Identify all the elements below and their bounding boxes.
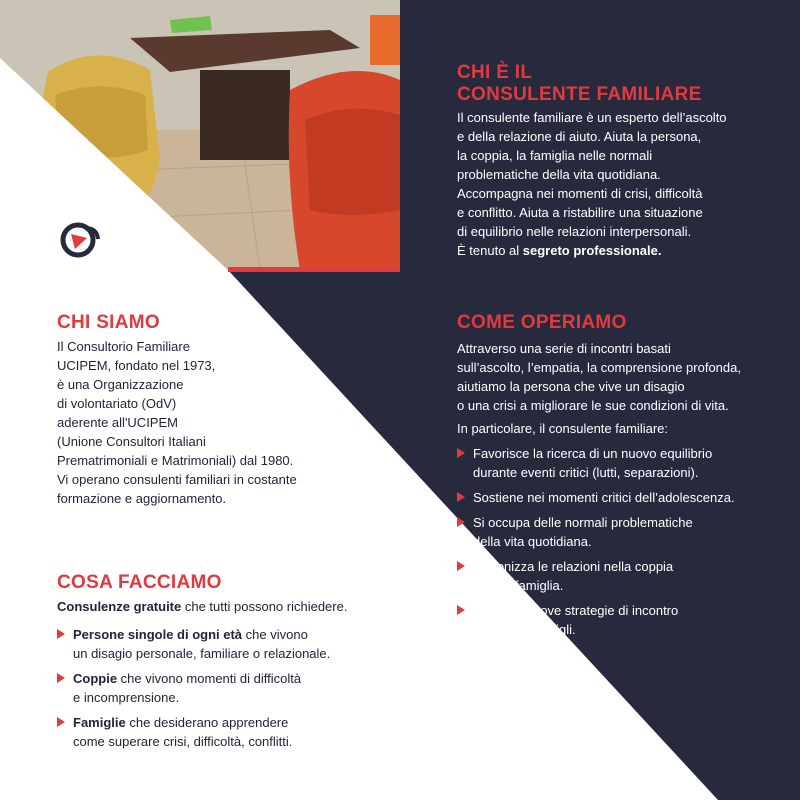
bullet-arrow-icon [457, 605, 465, 615]
list-item-rest: che vivono momenti di difficoltà [117, 671, 302, 686]
chi-siamo-line: (Unione Consultori Italiani [57, 434, 206, 449]
come-operiamo-heading: COME OPERIAMO [457, 312, 627, 333]
bullet-arrow-icon [457, 561, 465, 571]
come-operiamo-line: aiutiamo la persona che vive un disagio [457, 379, 685, 394]
list-item [457, 557, 787, 595]
chi-siamo-line: aderente all'UCIPEM [57, 415, 178, 430]
list-item-bold: Persone singole di ogni età [73, 627, 243, 642]
come-operiamo-lead: In particolare, il consulente familiare: [457, 421, 668, 436]
segreto-professionale-text: segreto professionale. [522, 243, 662, 258]
come-operiamo-line: Attraverso una serie di incontri basati [457, 341, 671, 356]
list-item [57, 713, 387, 751]
section-come-operiamo [457, 312, 787, 645]
list-item [57, 669, 387, 707]
list-item [457, 488, 787, 507]
chi-e-last-line [457, 241, 777, 260]
chi-siamo-line: formazione e aggiornamento. [57, 491, 227, 506]
list-item-line-1: Si occupa delle normali problematiche [473, 515, 693, 530]
chi-e-line: e conflitto. Aiuta a ristabilire una situazione [457, 205, 703, 220]
chi-e-last-prefix: È tenuto al [457, 243, 523, 258]
list-item-line-2: e incomprensione. [73, 690, 180, 705]
circle-arrow-logo-icon [58, 216, 102, 260]
chi-e-heading [457, 62, 777, 106]
list-item [457, 444, 787, 482]
list-item-line-1 [73, 669, 387, 688]
list-item-rest: che desiderano apprendere [125, 715, 289, 730]
come-operiamo-list [457, 444, 787, 639]
bullet-arrow-icon [457, 492, 465, 502]
list-item-bold: Famiglie [73, 715, 126, 730]
chi-siamo-line: è una Organizzazione [57, 377, 184, 392]
list-item-line-2: un disagio personale, familiare o relazionale. [73, 646, 331, 661]
section-chi-e-il-consulente [457, 62, 777, 260]
list-item [457, 513, 787, 551]
list-item-line-1: Favorisce la ricerca di un nuovo equilibrio [473, 446, 713, 461]
list-item-line-1 [73, 625, 387, 644]
cosa-facciamo-heading: COSA FACCIAMO [57, 572, 222, 593]
come-operiamo-intro [457, 339, 787, 415]
chi-siamo-line: Il Consultorio Familiare [57, 339, 190, 354]
bullet-arrow-icon [57, 717, 65, 727]
list-item-rest: che vivono [242, 627, 308, 642]
chi-e-line: di equilibrio nelle relazioni interpersonali. [457, 224, 692, 239]
chi-siamo-line: Vi operano consulenti familiari in costante [57, 472, 297, 487]
list-item [457, 601, 787, 639]
bullet-arrow-icon [57, 673, 65, 683]
chi-e-paragraph [457, 108, 777, 260]
chi-siamo-line: di volontariato (OdV) [57, 396, 177, 411]
list-item-line-2: e nella famiglia. [473, 578, 564, 593]
chi-siamo-heading: CHI SIAMO [57, 312, 160, 333]
section-chi-siamo [57, 312, 327, 508]
chi-e-title-line-1: CHI È IL [457, 62, 533, 83]
intro-rest-text: che tutti possono richiedere. [181, 599, 348, 614]
list-item-line-1: Sostiene nei momenti critici dell’adolescenza. [473, 490, 735, 505]
bullet-arrow-icon [457, 517, 465, 527]
come-operiamo-line: sull’ascolto, l’empatia, la comprensione profonda, [457, 360, 741, 375]
section-cosa-facciamo [57, 572, 387, 757]
list-item-line-1 [73, 713, 387, 732]
cosa-facciamo-intro [57, 597, 387, 616]
chi-e-title-line-2: CONSULENTE FAMILIARE [457, 84, 702, 105]
chi-e-line: Il consulente familiare è un esperto dell’ascolto [457, 110, 727, 125]
list-item-line-2: della vita quotidiana. [473, 534, 592, 549]
come-operiamo-line: o una crisi a migliorare le sue condizioni di vita. [457, 398, 729, 413]
chi-e-line: Accompagna nei momenti di crisi, difficoltà [457, 186, 703, 201]
chi-e-line: e della relazione di aiuto. Aiuta la persona, [457, 129, 702, 144]
cosa-facciamo-list [57, 625, 387, 751]
consulenze-gratuite-text: Consulenze gratuite [57, 599, 182, 614]
list-item-line-1: Propone nuove strategie di incontro [473, 603, 679, 618]
list-item-line-1: Armonizza le relazioni nella coppia [473, 559, 674, 574]
list-item-line-2: per genitori e figli. [473, 622, 576, 637]
chi-siamo-paragraph [57, 337, 327, 508]
list-item-bold: Coppie [73, 671, 118, 686]
bullet-arrow-icon [457, 448, 465, 458]
chi-siamo-line: Prematrimoniali e Matrimoniali) dal 1980. [57, 453, 294, 468]
list-item [57, 625, 387, 663]
list-item-line-2: durante eventi critici (lutti, separazioni). [473, 465, 699, 480]
chi-e-line: la coppia, la famiglia nelle normali [457, 148, 653, 163]
organization-logo [58, 216, 102, 260]
list-item-line-2: come superare crisi, difficoltà, conflitti. [73, 734, 293, 749]
red-accent-strip [228, 267, 400, 272]
bullet-arrow-icon [57, 629, 65, 639]
chi-siamo-line: UCIPEM, fondato nel 1973, [57, 358, 216, 373]
chi-e-line: problematiche della vita quotidiana. [457, 167, 661, 182]
